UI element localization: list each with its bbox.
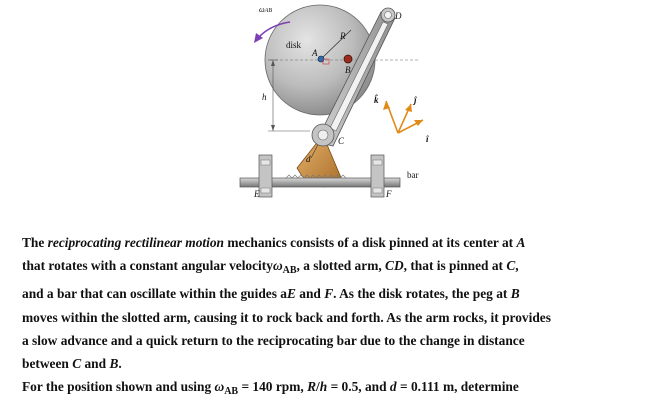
guide-F [371, 155, 384, 197]
label-disk: disk [286, 40, 302, 50]
label-bar: bar [407, 170, 419, 180]
label-E: E [254, 189, 260, 199]
label-d: d [306, 154, 311, 164]
label-C: C [338, 136, 345, 146]
problem-statement [22, 231, 646, 403]
statement-line-4: moves within the slotted arm, causing it to rock back and forth. As the arm rocks, it provides [22, 309, 551, 325]
omega-subscript: AB [264, 8, 272, 14]
guide-E [259, 155, 272, 197]
statement-line-7: For the position shown and using $\omega_{AB} = 140$ rpm, R/h = 0.5, and d = 0.111 m, determine [22, 379, 519, 398]
statement-line-3: and a bar that can oscillate within the guides aE and F. As the disk rotates, the peg at B [22, 286, 520, 302]
label-F: F [386, 189, 392, 199]
label-D: D [395, 11, 402, 21]
label-ihat: î [426, 134, 429, 144]
label-A: A [312, 48, 318, 58]
omega-label [259, 6, 272, 14]
h-dim-arrow-bottom [271, 125, 275, 131]
hub-C-inner [318, 130, 328, 140]
label-B: B [345, 65, 351, 75]
coordinate-axes [383, 101, 423, 133]
emphasis-rrm: reciprocating rectilinear motion [47, 235, 224, 250]
label-R: R [340, 31, 346, 41]
label-khat: k̂ [374, 95, 379, 105]
label-h: h [262, 92, 267, 102]
label-jhat: ĵ [414, 95, 417, 105]
statement-line-6: between C and B. [22, 356, 122, 372]
statement-line-1: The reciprocating rectilinear motion mechanics consists of a disk pinned at its center at A [22, 235, 526, 250]
peg-B [344, 55, 352, 63]
statement-line-5: a slow advance and a quick return to the reciprocating bar due to the change in distance [22, 332, 525, 348]
statement-line-2: that rotates with a constant angular velocityω$_{AB}$, a slotted arm, CD, that is pinned at C, [22, 258, 519, 277]
omega-symbol: ω [259, 5, 265, 14]
